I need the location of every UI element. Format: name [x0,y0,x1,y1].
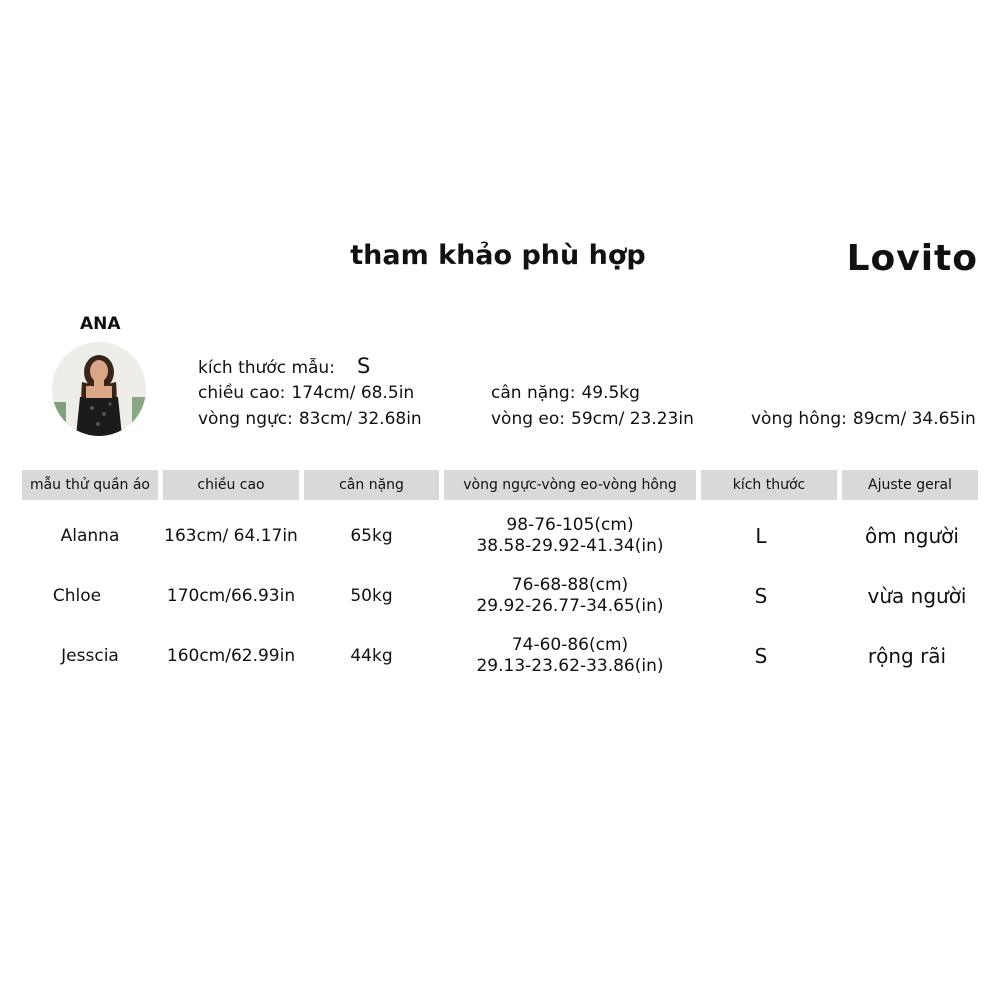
model-bust-value: 83cm/ 32.68in [298,409,422,429]
cell-weight: 44kg [350,646,393,666]
cell-measurements-in: 38.58-29.92-41.34(in) [476,536,664,556]
model-waist-line [491,409,694,429]
cell-measurements-in: 29.92-26.77-34.65(in) [476,596,664,616]
cell-measurements-in: 29.13-23.62-33.86(in) [476,656,664,676]
header-model: mẫu thử quần áo [22,470,158,500]
cell-size: S [754,584,768,608]
model-size-value: S [356,354,371,378]
header-weight: cân nặng [304,470,439,500]
model-height-label: chiều cao: [198,383,286,403]
cell-measurements [444,568,696,624]
table-row [22,628,980,684]
cell-height: 160cm/62.99in [166,646,296,666]
model-hip-line [751,409,976,429]
brand-logo: Lovito [846,238,978,279]
model-size-label: kích thước mẫu: [198,358,335,378]
cell-fit: rộng rãi [867,644,947,668]
page-title: tham khảo phù hợp [350,240,646,271]
cell-name: Jesscia [61,646,119,666]
cell-weight: 65kg [350,526,393,546]
model-size-line [198,354,370,378]
model-waist-label: vòng eo: [491,409,566,429]
cell-measurements-cm: 74-60-86(cm) [511,635,629,655]
model-bust-label: vòng ngực: [198,409,293,429]
cell-weight: 50kg [350,586,393,606]
cell-measurements-cm: 98-76-105(cm) [506,515,634,535]
model-waist-value: 59cm/ 23.23in [571,409,694,429]
model-bust-line [198,409,422,429]
header-height: chiều cao [163,470,299,500]
cell-name: Chloe [52,586,102,606]
model-weight-value: 49.5kg [581,383,640,403]
model-weight-label: cân nặng: [491,383,576,403]
header-fit: Ajuste geral [842,470,978,500]
cell-height: 170cm/66.93in [166,586,296,606]
cell-size: L [755,524,767,548]
cell-name: Alanna [60,526,120,546]
cell-measurements [444,508,696,564]
model-height-line [198,383,414,403]
cell-height: 163cm/ 64.17in [164,526,298,546]
header-measurements: vòng ngực-vòng eo-vòng hông [444,470,696,500]
table-row [22,568,980,624]
header-size: kích thước [701,470,837,500]
model-name: ANA [80,314,121,334]
model-hip-label: vòng hông: [751,409,847,429]
cell-measurements [444,628,696,684]
cell-fit: ôm người [865,524,959,548]
cell-size: S [754,644,768,668]
model-photo-icon [52,342,146,436]
model-weight-line [491,383,640,403]
model-height-value: 174cm/ 68.5in [291,383,415,403]
cell-fit: vừa người [867,584,967,608]
table-header-row [22,470,980,500]
model-hip-value: 89cm/ 34.65in [852,409,976,429]
cell-measurements-cm: 76-68-88(cm) [511,575,629,595]
table-row [22,508,980,564]
model-photo-avatar [52,342,146,436]
